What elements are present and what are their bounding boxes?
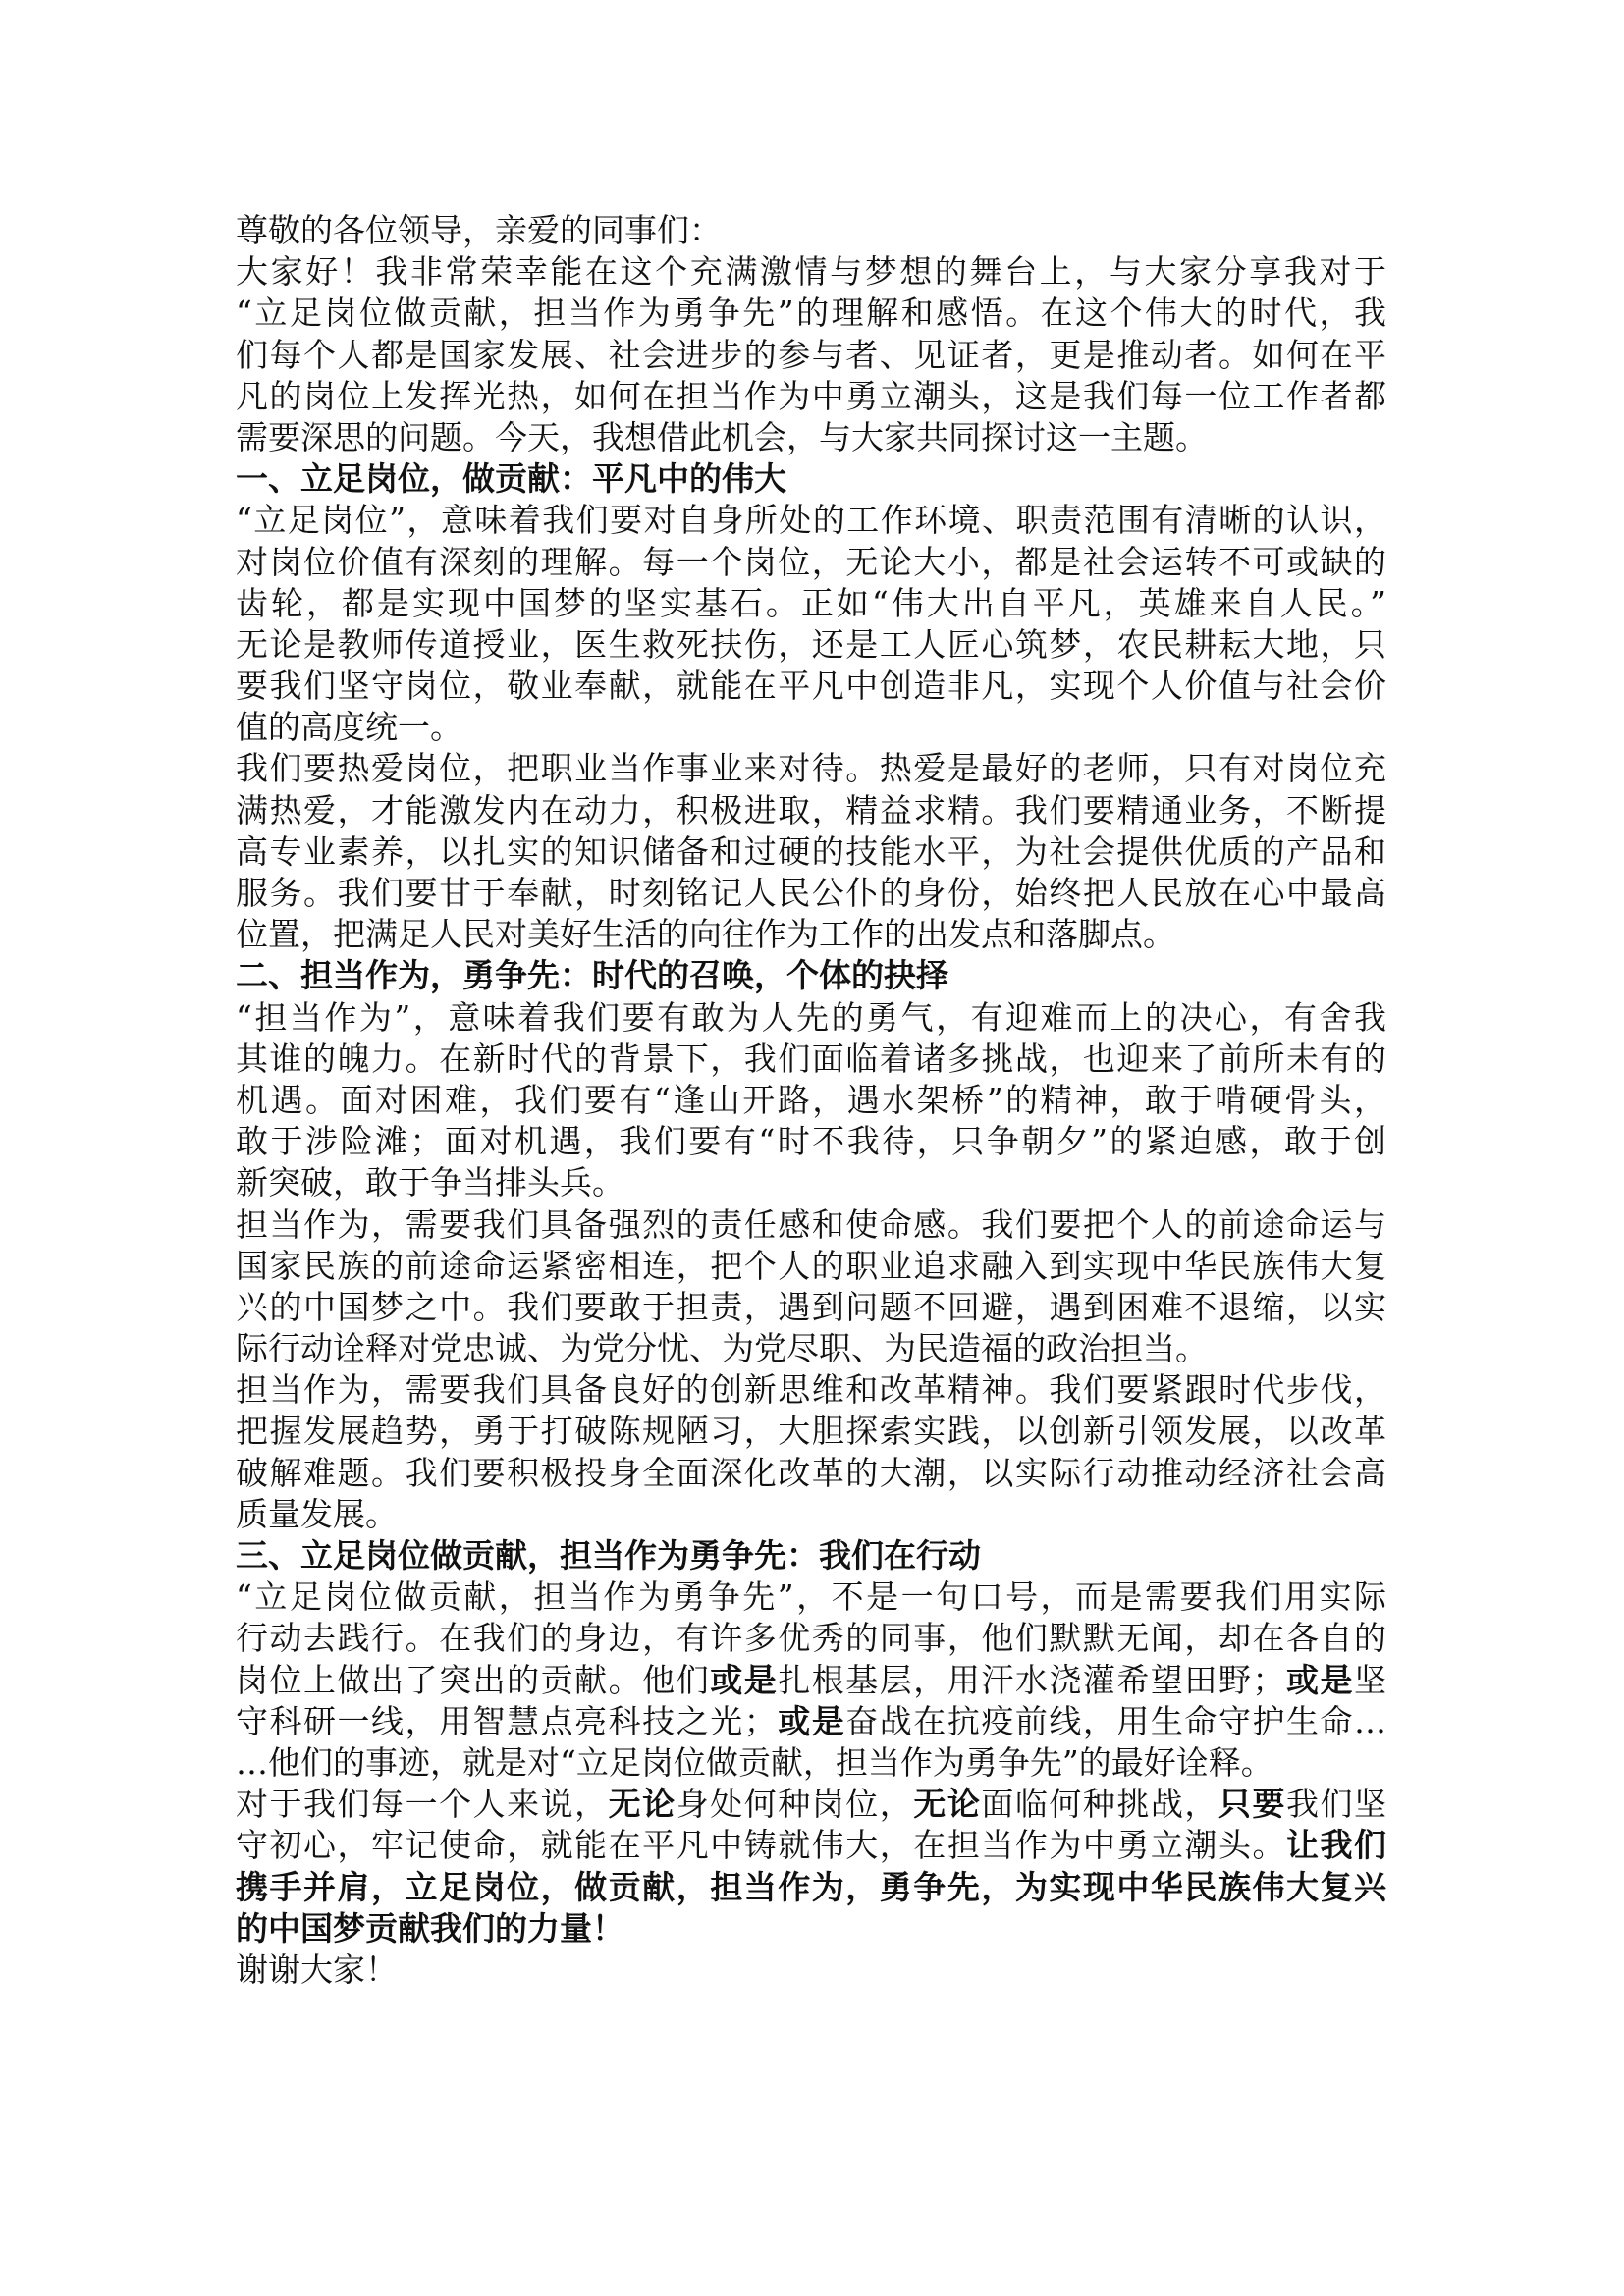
paragraph: [236, 1949, 1386, 1991]
text-run: 无论是教师传道授业，医生救死扶伤，还是工人匠心筑梦，农民耕耘大地，只: [236, 624, 1386, 664]
text-line: [236, 376, 1386, 417]
text-line: [236, 914, 1386, 955]
text-line: [236, 1162, 1386, 1203]
text-run: 大家好！我非常荣幸能在这个充满激情与梦想的舞台上，与大家分享我对于: [236, 252, 1386, 292]
paragraph: [236, 500, 1386, 748]
text-run: 尊敬的各位领导，亲爱的同事们：: [236, 211, 722, 249]
bold-text-run: 让我们: [1285, 1826, 1387, 1865]
text-run: 奋战在抗疫前线，用生命守护生命…: [845, 1701, 1387, 1740]
paragraph: [236, 210, 1386, 251]
text-run: 凡的岗位上发挥光热，如何在担当作为中勇立潮头，这是我们每一位工作者都: [236, 376, 1386, 415]
text-line: [236, 1576, 1386, 1618]
text-line: [236, 1618, 1386, 1659]
section-heading: [236, 1535, 1386, 1576]
text-line: [236, 1660, 1386, 1701]
bold-text-run: 携手并肩，立足岗位，做贡献，担当作为，勇争先，为实现中华民族伟大复兴: [236, 1867, 1386, 1906]
text-line: [236, 997, 1386, 1039]
bold-text-run: 三、立足岗位做贡献，担当作为勇争先：我们在行动: [236, 1536, 981, 1575]
text-run: 谢谢大家！: [236, 1949, 398, 1989]
text-run: 高专业素养，以扎实的知识储备和过硬的技能水平，为社会提供优质的产品和: [236, 831, 1386, 871]
text-run: 位置，把满足人民对美好生活的向往作为工作的出发点和落脚点。: [236, 915, 1175, 954]
text-run: 其谁的魄力。在新时代的背景下，我们面临着诸多挑战，也迎来了前所未有的: [236, 1039, 1386, 1078]
text-line: [236, 500, 1386, 541]
text-run: 扎根基层，用汗水浇灌希望田野；: [778, 1660, 1285, 1699]
text-line: [236, 1121, 1386, 1162]
text-run: 满热爱，才能激发内在动力，积极进取，精益求精。我们要精通业务，不断提: [236, 790, 1386, 829]
text-run: …他们的事迹，就是对“立足岗位做贡献，担当作为勇争先”的最好诠释。: [236, 1742, 1273, 1782]
text-line: [236, 790, 1386, 831]
text-run: 对于我们每一个人来说，: [236, 1785, 609, 1824]
paragraph: [236, 1784, 1386, 1949]
bold-text-run: 一、立足岗位，做贡献：平凡中的伟大: [236, 459, 786, 499]
text-run: 需要深思的问题。今天，我想借此机会，与大家共同探讨这一主题。: [236, 417, 1208, 456]
text-run: 服务。我们要甘于奉献，时刻铭记人民公仆的身份，始终把人民放在心中最高: [236, 874, 1386, 912]
section-heading: [236, 955, 1386, 996]
text-line: [236, 955, 1386, 996]
section-heading: [236, 458, 1386, 500]
text-run: 新突破，敢于争当排头兵。: [236, 1163, 624, 1202]
text-line: [236, 1825, 1386, 1866]
bold-text-run: 或是: [710, 1660, 779, 1699]
text-run: 行动去践行。在我们的身边，有许多优秀的同事，他们默默无闻，却在各自的: [236, 1619, 1386, 1658]
bold-text-run: 无论: [913, 1785, 982, 1824]
paragraph: [236, 997, 1386, 1204]
text-run: 把握发展趋势，勇于打破陈规陋习，大胆探索实践，以创新引领发展，以改革: [236, 1412, 1386, 1451]
text-run: “担当作为”，意味着我们要有敢为人先的勇气，有迎难而上的决心，有舍我: [236, 997, 1386, 1037]
text-line: [236, 542, 1386, 583]
text-line: [236, 1411, 1386, 1452]
bold-text-run: 只要: [1218, 1785, 1286, 1824]
paragraph: [236, 748, 1386, 955]
paragraph: [236, 1204, 1386, 1370]
text-run: 质量发展。: [236, 1494, 398, 1533]
text-line: [236, 251, 1386, 293]
text-line: [236, 666, 1386, 707]
text-line: [236, 1742, 1386, 1784]
text-line: [236, 1494, 1386, 1535]
text-line: [236, 1328, 1386, 1369]
text-line: [236, 1204, 1386, 1246]
text-run: 守科研一线，用智慧点亮科技之光；: [236, 1701, 777, 1740]
text-run: 对岗位价值有深刻的理解。每一个岗位，无论大小，都是社会运转不可或缺的: [236, 542, 1386, 581]
text-run: 们每个人都是国家发展、社会进步的参与者、见证者，更是推动者。如何在平: [236, 335, 1386, 374]
bold-text-run: 的中国梦贡献我们的力量！: [236, 1908, 624, 1948]
text-run: 国家民族的前途命运紧密相连，把个人的职业追求融入到实现中华民族伟大复: [236, 1246, 1386, 1285]
text-run: 齿轮，都是实现中国梦的坚实基石。正如“伟大出自平凡，英雄来自人民。”: [236, 583, 1386, 622]
text-line: [236, 293, 1386, 334]
bold-text-run: 或是: [776, 1701, 846, 1740]
text-line: [236, 458, 1386, 500]
text-run: 机遇。面对困难，我们要有“逢山开路，遇水架桥”的精神，敢于啃硬骨头，: [236, 1080, 1386, 1119]
text-run: 我们坚: [1285, 1785, 1387, 1824]
text-line: [236, 873, 1386, 914]
bold-text-run: 二、担当作为，勇争先：时代的召唤，个体的抉择: [236, 956, 948, 995]
text-line: [236, 1287, 1386, 1328]
text-run: “立足岗位做贡献，担当作为勇争先”，不是一句口号，而是需要我们用实际: [236, 1577, 1386, 1617]
text-run: 守初心，牢记使命，就能在平凡中铸就伟大，在担当作为中勇立潮头。: [236, 1826, 1286, 1865]
text-run: 面临何种挑战，: [981, 1785, 1218, 1824]
text-run: 我们要热爱岗位，把职业当作事业来对待。热爱是最好的老师，只有对岗位充: [236, 749, 1386, 788]
text-run: 担当作为，需要我们具备强烈的责任感和使命感。我们要把个人的前途命运与: [236, 1204, 1386, 1244]
text-line: [236, 1867, 1386, 1908]
text-run: 值的高度统一。: [236, 708, 462, 747]
text-line: [236, 1246, 1386, 1287]
text-line: [236, 624, 1386, 666]
text-run: 坚: [1354, 1660, 1387, 1699]
text-line: [236, 831, 1386, 873]
text-line: [236, 1453, 1386, 1494]
text-run: 兴的中国梦之中。我们要敢于担责，遇到问题不回避，遇到困难不退缩，以实: [236, 1287, 1386, 1326]
text-run: “立足岗位”，意味着我们要对自身所处的工作环境、职责范围有清晰的认识，: [236, 501, 1386, 540]
text-line: [236, 748, 1386, 789]
text-run: 敢于涉险滩；面对机遇，我们要有“时不我待，只争朝夕”的紧迫感，敢于创: [236, 1122, 1386, 1161]
text-line: [236, 1701, 1386, 1742]
text-line: [236, 1949, 1386, 1991]
text-line: [236, 707, 1386, 748]
text-line: [236, 583, 1386, 624]
text-run: 际行动诠释对党忠诚、为党分忧、为党尽职、为民造福的政治担当。: [236, 1329, 1208, 1368]
paragraph: [236, 1576, 1386, 1784]
speech-document: [236, 210, 1386, 1991]
text-run: 身处何种岗位，: [676, 1785, 914, 1824]
paragraph: [236, 251, 1386, 458]
text-line: [236, 1369, 1386, 1411]
text-line: [236, 1039, 1386, 1080]
bold-text-run: 或是: [1284, 1660, 1355, 1699]
bold-text-run: 无论: [608, 1785, 677, 1824]
text-line: [236, 417, 1386, 458]
text-run: 担当作为，需要我们具备良好的创新思维和改革精神。我们要紧跟时代步伐，: [236, 1370, 1386, 1410]
text-run: 岗位上做出了突出的贡献。他们: [236, 1660, 711, 1699]
paragraph: [236, 1369, 1386, 1535]
text-line: [236, 1535, 1386, 1576]
text-line: [236, 335, 1386, 376]
text-line: [236, 1908, 1386, 1949]
text-run: 破解难题。我们要积极投身全面深化改革的大潮，以实际行动推动经济社会高: [236, 1453, 1386, 1492]
text-line: [236, 1784, 1386, 1825]
text-line: [236, 210, 1386, 251]
text-run: “立足岗位做贡献，担当作为勇争先”的理解和感悟。在这个伟大的时代，我: [236, 294, 1386, 333]
text-run: 要我们坚守岗位，敬业奉献，就能在平凡中创造非凡，实现个人价值与社会价: [236, 667, 1386, 706]
text-line: [236, 1080, 1386, 1121]
